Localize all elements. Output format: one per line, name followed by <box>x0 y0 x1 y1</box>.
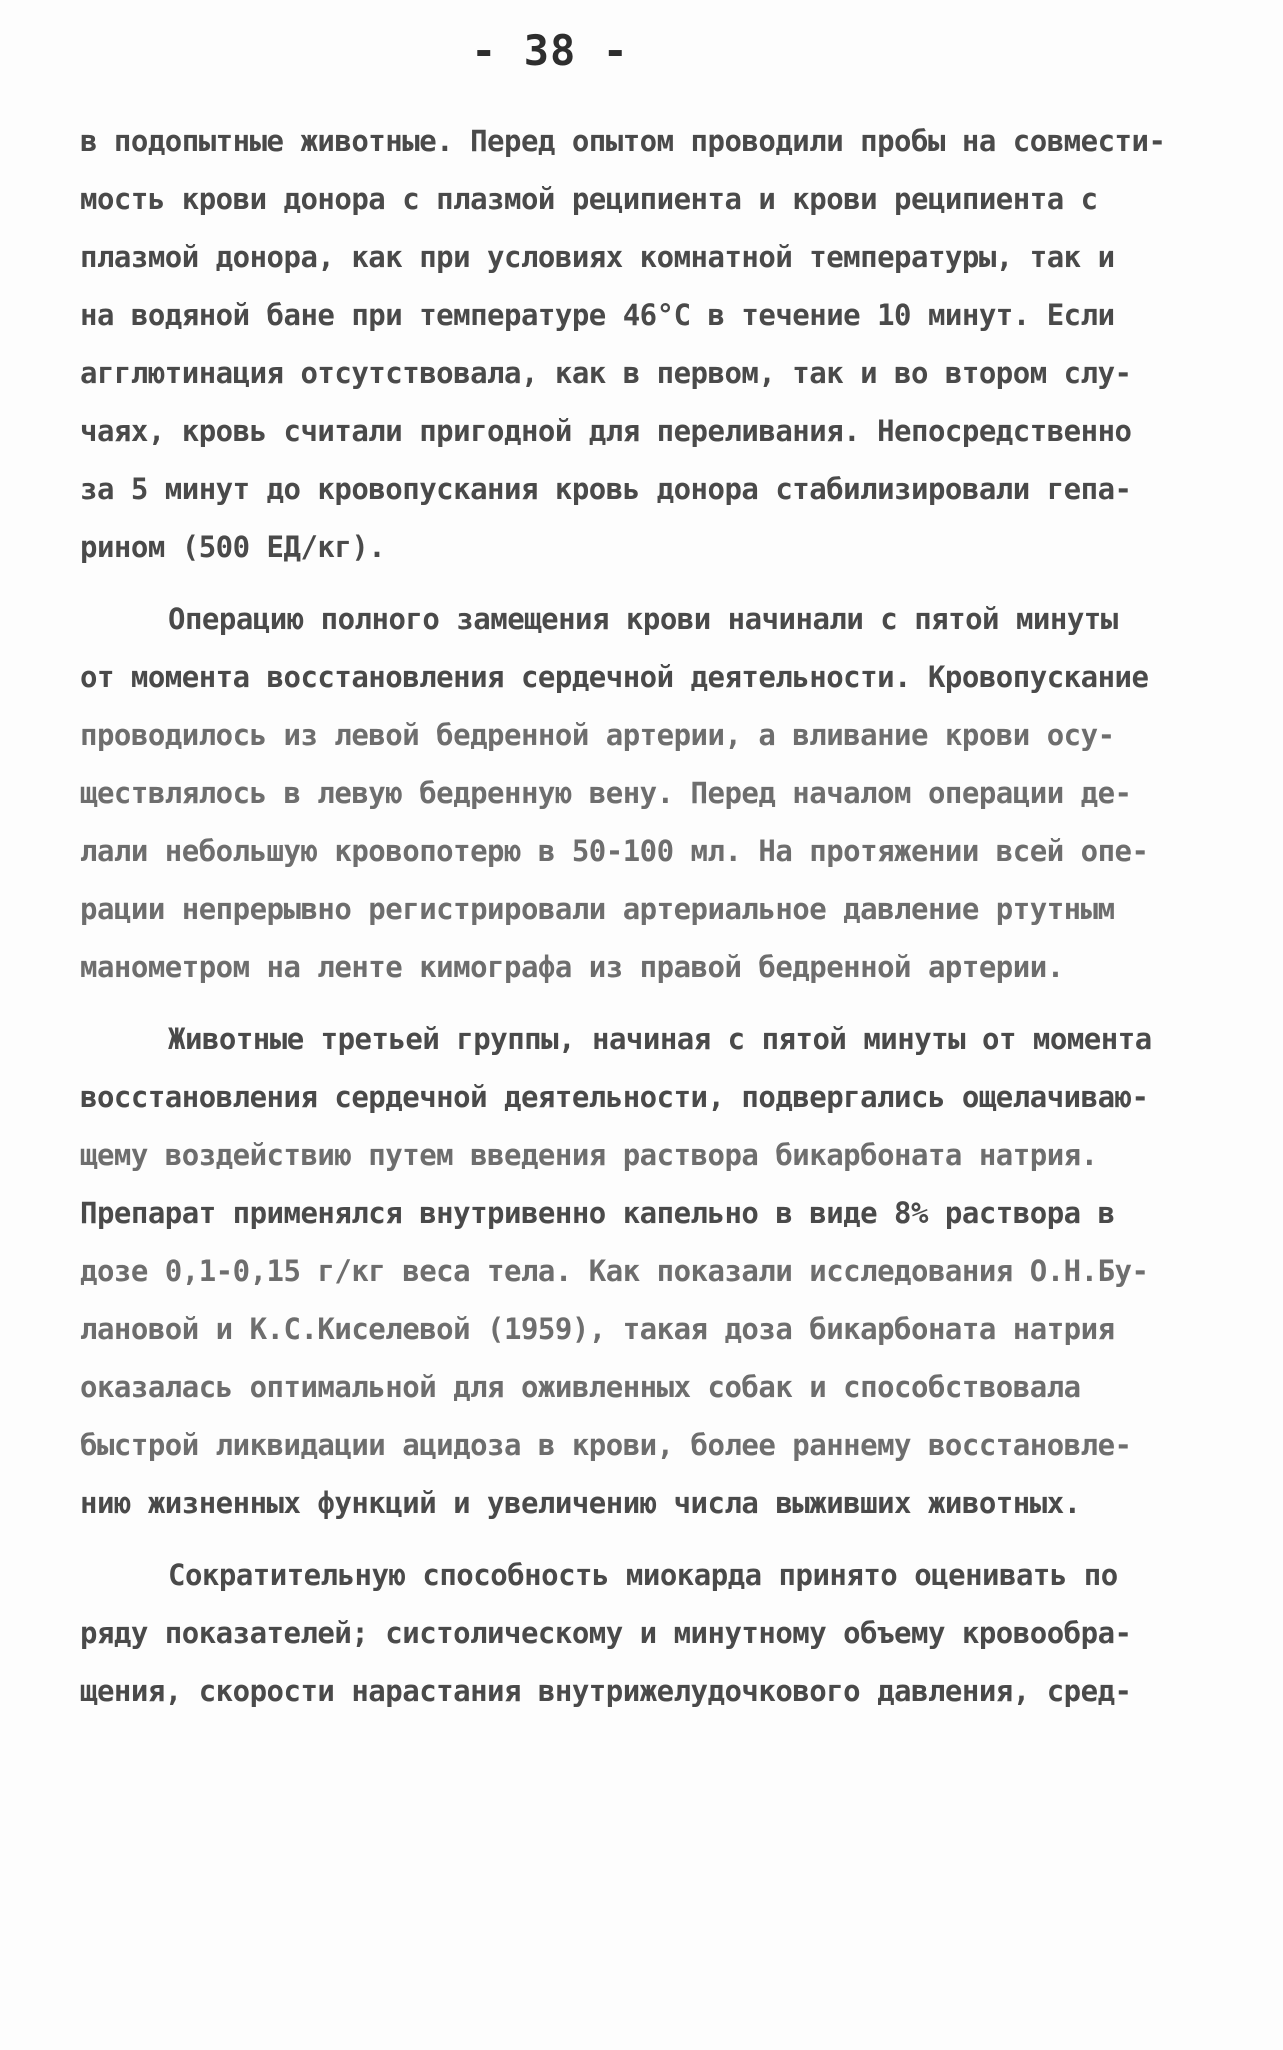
paragraph-1-line-4: на водяной бане при температуре 46°С в течение 10 минут. Если <box>80 298 1115 332</box>
paragraph-1-line-7: за 5 минут до кровопускания кровь донора стабилизировали гепа- <box>80 472 1132 506</box>
paragraph-2-line-2: от момента восстановления сердечной деятельности. Кровопускание <box>80 660 1149 694</box>
paragraph-3-line-4: Препарат применялся внутривенно капельно в виде 8% раствора в <box>80 1196 1115 1230</box>
paragraph-3-line-6: лановой и К.С.Киселевой (1959), такая доза бикарбоната натрия <box>80 1312 1115 1346</box>
paragraph-1-line-8: рином (500 ЕД/кг). <box>80 530 386 564</box>
paragraph-2-line-1: Операцию полного замещения крови начинали с пятой минуты <box>168 602 1118 636</box>
paragraph-4-line-3: щения, скорости нарастания внутрижелудочкового давления, сред- <box>80 1674 1132 1708</box>
paragraph-3-line-1: Животные третьей группы, начиная с пятой минуты от момента <box>168 1022 1152 1056</box>
paragraph-2-line-5: лали небольшую кровопотерю в 50-100 мл. На протяжении всей опе- <box>80 834 1149 868</box>
paragraph-1-line-6: чаях, кровь считали пригодной для переливания. Непосредственно <box>80 414 1132 448</box>
paragraph-2-line-4: ществлялось в левую бедренную вену. Перед началом операции де- <box>80 776 1132 810</box>
paragraph-3-line-7: оказалась оптимальной для оживленных собак и способствовала <box>80 1370 1081 1404</box>
paragraph-3-line-2: восстановления сердечной деятельности, подвергались ощелачиваю- <box>80 1080 1149 1114</box>
paragraph-4-line-2: ряду показателей; систолическому и минутному объему кровообра- <box>80 1616 1132 1650</box>
paragraph-2-line-7: манометром на ленте кимографа из правой бедренной артерии. <box>80 950 1064 984</box>
paragraph-3-line-5: дозе 0,1-0,15 г/кг веса тела. Как показали исследования О.Н.Бу- <box>80 1254 1149 1288</box>
paragraph-1-line-3: плазмой донора, как при условиях комнатной температуры, так и <box>80 240 1115 274</box>
paragraph-3-line-9: нию жизненных функций и увеличению числа выживших животных. <box>80 1486 1081 1520</box>
paragraph-3-line-8: быстрой ликвидации ацидоза в крови, более раннему восстановле- <box>80 1428 1132 1462</box>
paragraph-2-line-3: проводилось из левой бедренной артерии, а вливание крови осу- <box>80 718 1115 752</box>
body-text <box>80 112 1190 1720</box>
paragraph-1-line-5: агглютинация отсутствовала, как в первом, так и во втором слу- <box>80 356 1132 390</box>
paragraph-1-line-1: в подопытные животные. Перед опытом проводили пробы на совмести- <box>80 124 1166 158</box>
paragraph-2-line-6: рации непрерывно регистрировали артериальное давление ртутным <box>80 892 1115 926</box>
paragraph-3-line-3: щему воздействию путем введения раствора бикарбоната натрия. <box>80 1138 1098 1172</box>
paragraph-4-line-1: Сократительную способность миокарда принято оценивать по <box>168 1558 1118 1592</box>
page-number: - 38 - <box>471 26 629 75</box>
paragraph-1-line-2: мость крови донора с плазмой реципиента и крови реципиента с <box>80 182 1098 216</box>
